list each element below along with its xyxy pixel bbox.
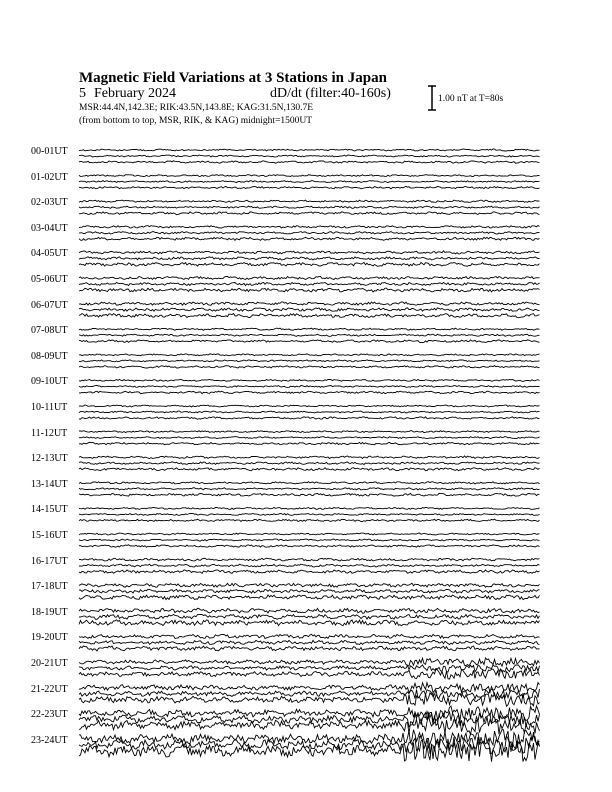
hour-label: 17-18UT <box>31 581 68 593</box>
hour-label: 09-10UT <box>31 376 68 388</box>
trace-kag <box>79 405 540 407</box>
scale-label: 1.00 nT at T=80s <box>438 94 504 104</box>
hour-label: 02-03UT <box>31 197 68 209</box>
hour-label: 03-04UT <box>31 222 68 234</box>
trace-rik <box>79 206 540 208</box>
hour-label: 21-22UT <box>31 683 68 695</box>
trace-rik <box>79 386 540 388</box>
trace-kag <box>79 583 540 587</box>
trace-msr <box>79 646 540 651</box>
trace-kag <box>79 456 540 459</box>
trace-rik <box>79 308 540 311</box>
trace-rik <box>79 539 540 541</box>
trace-msr <box>79 391 540 393</box>
trace-rik <box>79 360 540 362</box>
trace-kag <box>79 533 540 535</box>
hour-label: 00-01UT <box>31 146 68 157</box>
trace-rik <box>79 589 540 593</box>
trace-msr <box>79 263 540 267</box>
hour-label: 15-16UT <box>31 530 68 541</box>
trace-kag <box>79 482 540 484</box>
trace-msr <box>79 366 540 368</box>
trace-rik <box>79 513 540 515</box>
trace-kag <box>79 507 540 509</box>
hour-label: 20-21UT <box>31 658 68 669</box>
trace-rik <box>79 232 540 234</box>
trace-kag <box>79 328 540 330</box>
trace-msr <box>79 186 540 188</box>
trace-msr <box>79 212 540 215</box>
hour-label: 05-06UT <box>31 274 68 285</box>
trace-kag <box>79 558 540 561</box>
trace-rik <box>79 488 540 490</box>
hour-label: 16-17UT <box>31 555 68 567</box>
trace-kag <box>79 302 540 305</box>
trace-rik <box>79 334 540 336</box>
trace-kag <box>79 634 540 638</box>
hour-label: 14-15UT <box>31 504 68 516</box>
trace-msr <box>79 669 540 679</box>
trace-rik <box>79 437 540 439</box>
hour-label: 10-11UT <box>31 402 68 413</box>
trace-msr <box>79 417 540 419</box>
hour-label: 19-20UT <box>31 632 68 644</box>
hour-label: 23-24UT <box>31 734 68 746</box>
trace-rik <box>79 181 540 183</box>
date-day: 5 <box>79 86 86 101</box>
date-month-year: February 2024 <box>94 86 177 101</box>
trace-kag <box>79 251 540 254</box>
trace-msr <box>79 493 540 496</box>
trace-msr <box>79 340 540 343</box>
trace-msr <box>79 314 540 318</box>
trace-kag <box>79 354 540 356</box>
hour-label: 08-09UT <box>31 350 68 362</box>
hour-label: 12-13UT <box>31 453 68 465</box>
trace-msr <box>79 620 540 626</box>
hour-label: 06-07UT <box>31 299 68 311</box>
trace-rik <box>79 462 540 465</box>
hour-label: 01-02UT <box>31 171 68 183</box>
trace-msr <box>79 442 540 444</box>
hour-label: 22-23UT <box>31 709 68 721</box>
trace-rik <box>79 665 540 672</box>
trace-msr <box>79 468 540 471</box>
chart-title: Magnetic Field Variations at 3 Stations in Japan <box>79 70 387 86</box>
trace-msr <box>79 570 540 573</box>
station-coordinates: MSR:44.4N,142.3E; RIK:43.5N,143.8E; KAG:31.5N,130.7E <box>79 103 314 113</box>
trace-kag <box>79 175 540 177</box>
trace-msr <box>79 237 540 240</box>
trace-kag <box>79 276 540 279</box>
hour-label: 11-12UT <box>31 427 68 439</box>
trace-rik <box>79 411 540 413</box>
trace-rik <box>79 614 540 619</box>
trace-rik <box>79 640 540 644</box>
trace-kag <box>79 379 540 381</box>
hour-label: 13-14UT <box>31 478 68 490</box>
trace-kag <box>79 149 540 151</box>
trace-msr <box>79 161 540 163</box>
quantity-label: dD/dt (filter:40-160s) <box>270 86 391 101</box>
hour-label: 18-19UT <box>31 606 68 618</box>
station-order-note: (from bottom to top, MSR, RIK, & KAG) midnight=1500UT <box>79 116 313 126</box>
hour-label: 07-08UT <box>31 325 68 337</box>
trace-msr <box>79 740 540 762</box>
trace-msr <box>79 595 540 600</box>
trace-rik <box>79 564 540 567</box>
trace-msr <box>79 545 540 547</box>
trace-rik <box>79 257 540 260</box>
trace-kag <box>79 200 540 202</box>
trace-kag <box>79 608 540 613</box>
trace-rik <box>79 155 540 157</box>
trace-msr <box>79 519 540 521</box>
trace-rik <box>79 282 540 285</box>
trace-kag <box>79 431 540 433</box>
trace-msr <box>79 288 540 292</box>
hour-label: 04-05UT <box>31 248 68 260</box>
trace-kag <box>79 683 540 693</box>
trace-kag <box>79 226 540 229</box>
trace-msr <box>79 693 540 706</box>
